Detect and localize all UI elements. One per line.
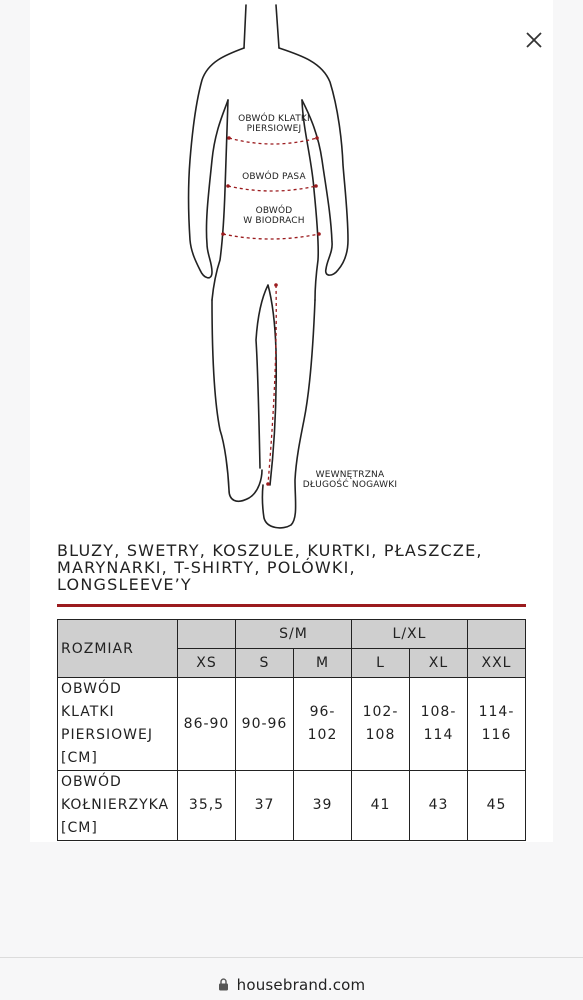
- url-text: housebrand.com: [236, 976, 366, 994]
- table-cell: 37: [236, 771, 294, 841]
- table-cell: 114- 116: [468, 678, 526, 771]
- table-group-header: [178, 620, 236, 649]
- table-size-header: XXL: [468, 649, 526, 678]
- table-row-label: OBWÓD KOŁNIERZYKA [CM]: [58, 771, 178, 841]
- accent-divider: [57, 604, 526, 607]
- body-outline-illustration: [150, 0, 450, 535]
- close-button[interactable]: [520, 26, 548, 54]
- table-row: [58, 771, 526, 841]
- table-cell: 108- 114: [410, 678, 468, 771]
- category-heading: BLUZY, SWETRY, KOSZULE, KURTKI, PŁASZCZE, MARYNARKI, T-SHIRTY, POLÓWKI, LONGSLEEVE’Y: [57, 541, 483, 594]
- table-size-header: L: [352, 649, 410, 678]
- table-size-header: XL: [410, 649, 468, 678]
- table-cell: 45: [468, 771, 526, 841]
- table-cell: 90-96: [236, 678, 294, 771]
- table-cell: 102- 108: [352, 678, 410, 771]
- table-cell: 96- 102: [294, 678, 352, 771]
- table-row-label: OBWÓD KLATKI PIERSIOWEJ [CM]: [58, 678, 178, 771]
- table-group-header: [468, 620, 526, 649]
- label-waist: OBWÓD PASA: [242, 172, 306, 182]
- lock-icon: [218, 977, 229, 995]
- address-url[interactable]: [0, 976, 583, 995]
- table-cell: 39: [294, 771, 352, 841]
- table-size-header: XS: [178, 649, 236, 678]
- table-group-header: S/M: [236, 620, 352, 649]
- close-icon: [520, 26, 548, 54]
- table-row: [58, 678, 526, 771]
- label-chest: OBWÓD KLATKI PIERSIOWEJ: [238, 114, 310, 134]
- browser-address-bar: [0, 957, 583, 1000]
- label-hips: OBWÓD W BIODRACH: [243, 206, 305, 226]
- size-table: [57, 619, 526, 841]
- table-cell: 41: [352, 771, 410, 841]
- table-cell: 43: [410, 771, 468, 841]
- table-size-header: S: [236, 649, 294, 678]
- label-inseam: WEWNĘTRZNA DŁUGOŚĆ NOGAWKI: [302, 470, 398, 490]
- table-size-header: M: [294, 649, 352, 678]
- table-group-header: L/XL: [352, 620, 468, 649]
- table-cell: 86-90: [178, 678, 236, 771]
- body-measurement-figure: [150, 0, 450, 535]
- table-corner-label: ROZMIAR: [58, 620, 178, 678]
- table-cell: 35,5: [178, 771, 236, 841]
